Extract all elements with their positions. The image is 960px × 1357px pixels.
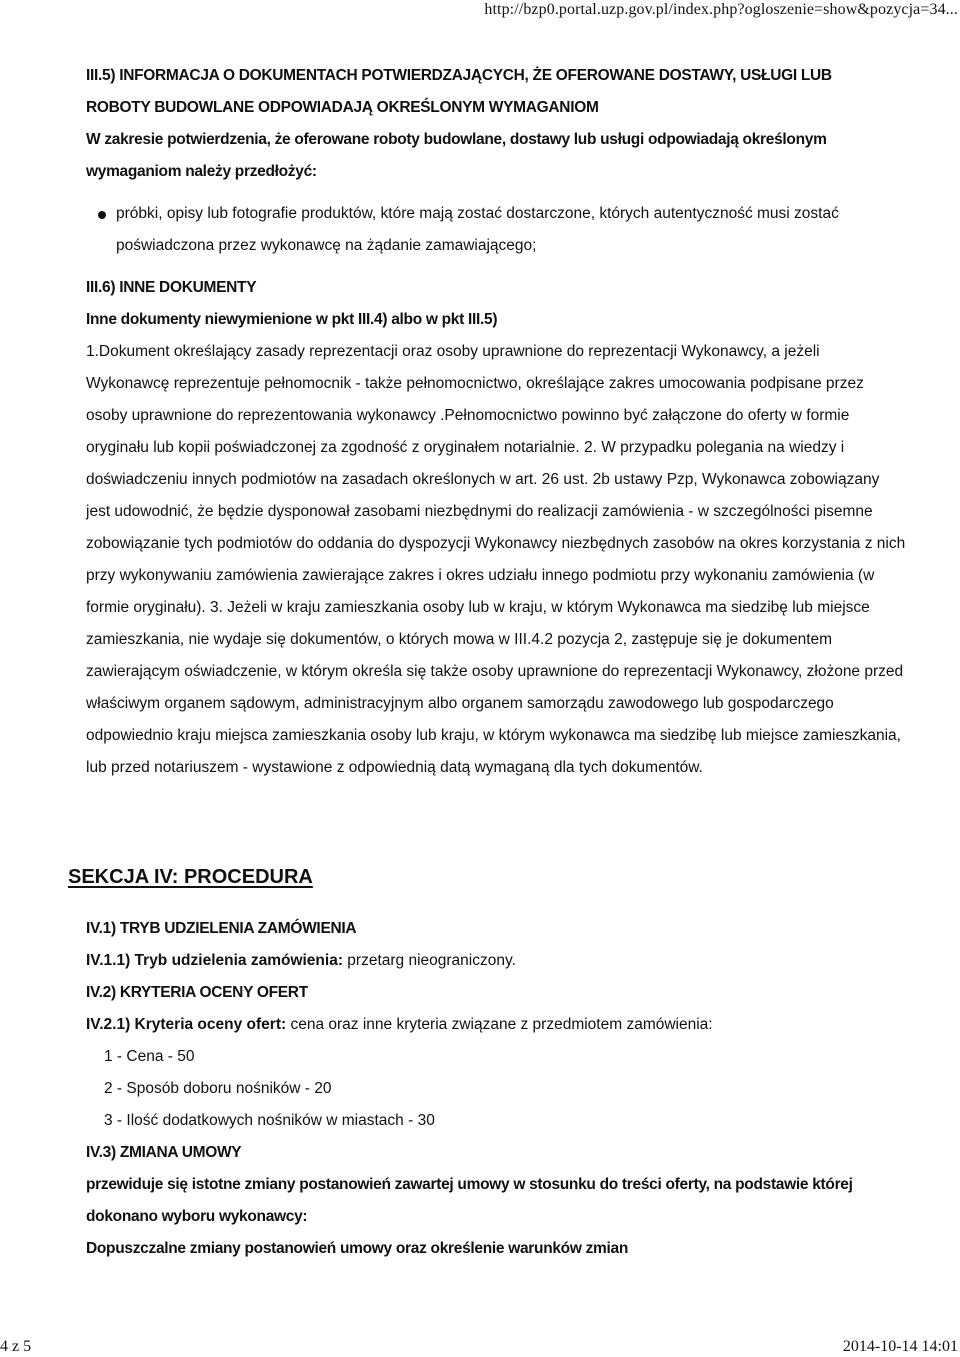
section-iii-6-subheading: Inne dokumenty niewymienione w pkt III.4) albo w pkt III.5) (86, 311, 498, 328)
section-iii-6-heading: III.6) INNE DOKUMENTY (86, 279, 257, 296)
print-footer-page-number: 4 z 5 (0, 1338, 32, 1355)
bullet-item: próbki, opisy lub fotografie produktów, które mają zostać dostarczone, których autentyczność musi zostać poświadczona przez wykonawcę na żądanie zamawiającego; (86, 198, 906, 262)
section-iii-6-body: 1.Dokument określający zasady reprezentacji oraz osoby uprawnione do reprezentacji Wykonawcy, a jeżeli Wykonawcę reprezentuje pełnomocnik - także pełnomocnictwo, określające zakres umocowania podpisane przez osoby uprawnione do reprezentowania wykonawcy .Pełnomocnictwo powinno być załączone do oferty w formie oryginału lub kopii poświadczonej za zgodność z oryginałem notarialnie. 2. W przypadku polegania na wiedzy i doświadczeniu innych podmiotów na zasadach określonych w art. 26 ust. 2b ustawy Pzp, Wykonawca zobowiązany jest udowodnić, że będzie dysponował zasobami niezbędnymi do realizacji zamówienia - w szczególności pisemne zobowiązanie tych podmiotów do oddania do dyspozycji Wykonawcy niezbędnych zasobów na okres korzystania z nich przy wykonywaniu zamówienia zawierające zakres i okres udziału innego podmiotu przy wykonaniu zamówienia (w formie oryginału). 3. Jeżeli w kraju zamieszkania osoby lub w kraju, w którym Wykonawca ma siedzibę lub miejsce zamieszkania, nie wydaje się dokumentów, o których mowa w III.4.2 pozycja 2, zastępuje się je dokumentem zawierającym oświadczenie, w którym określa się także osoby uprawnione do reprezentacji Wykonawcy, złożone przed właściwym organem sądowym, administracyjnym albo organem samorządu zawodowego lub gospodarczego odpowiednio kraju miejsca zamieszkania osoby lub kraju, w którym wykonawca ma siedzibę lub miejsce zamieszkania, lub przed notariuszem - wystawione z odpowiednią datą wymaganą dla tych dokumentów. (86, 343, 906, 776)
criterion-item: 3 - Ilość dodatkowych nośników w miastach - 30 (104, 1112, 435, 1129)
iv-2-1-value: cena oraz inne kryteria związane z przedmiotem zamówienia: (286, 1016, 713, 1033)
criterion-item: 2 - Sposób doboru nośników - 20 (104, 1080, 332, 1097)
section-iii-5-heading-line2: ROBOTY BUDOWLANE ODPOWIADAJĄ OKREŚLONYM WYMAGANIOM (86, 99, 599, 116)
print-footer-datetime: 2014-10-14 14:01 (842, 1338, 958, 1355)
section-iii-5-bullet-list (86, 198, 906, 262)
iv-3-text: przewiduje się istotne zmiany postanowień zawartej umowy w stosunku do treści oferty, na podstawie której dokonano wyboru wykonawcy: (86, 1176, 853, 1225)
print-header-url: http://bzp0.portal.uzp.gov.pl/index.php?ogloszenie=show&pozycja=34... (484, 1, 958, 18)
iv-1-1-value: przetarg nieograniczony. (342, 952, 516, 969)
section-iii-5-heading (86, 60, 906, 124)
iv-1-heading: IV.1) TRYB UDZIELENIA ZAMÓWIENIA (86, 920, 357, 937)
section-iii-5-subheading-line1: W zakresie potwierdzenia, że oferowane roboty budowlane, dostawy lub usługi odpowiadają określonym (86, 131, 827, 148)
section-iii-5-heading-line1: III.5) INFORMACJA O DOKUMENTACH POTWIERDZAJĄCYCH, ŻE OFEROWANE DOSTAWY, USŁUGI LUB (86, 67, 832, 84)
iv-2-heading: IV.2) KRYTERIA OCENY OFERT (86, 984, 308, 1001)
iv-3-heading: IV.3) ZMIANA UMOWY (86, 1144, 242, 1161)
iv-2-1-row (86, 1009, 906, 1041)
document-content (86, 60, 906, 784)
iv-1-1-label: IV.1.1) Tryb udzielenia zamówienia: (86, 952, 343, 969)
section-iv-title: SEKCJA IV: PROCEDURA (68, 866, 313, 888)
section-iv-content (86, 913, 906, 1265)
iv-3-conditions: Dopuszczalne zmiany postanowień umowy oraz określenie warunków zmian (86, 1240, 629, 1257)
iv-1-1-row (86, 945, 906, 977)
section-iii-5-subheading-line2: wymaganiom należy przedłożyć: (86, 163, 317, 180)
criterion-item: 1 - Cena - 50 (104, 1048, 195, 1065)
section-iii-5-subheading (86, 124, 906, 188)
iv-2-1-label: IV.2.1) Kryteria oceny ofert: (86, 1016, 287, 1033)
